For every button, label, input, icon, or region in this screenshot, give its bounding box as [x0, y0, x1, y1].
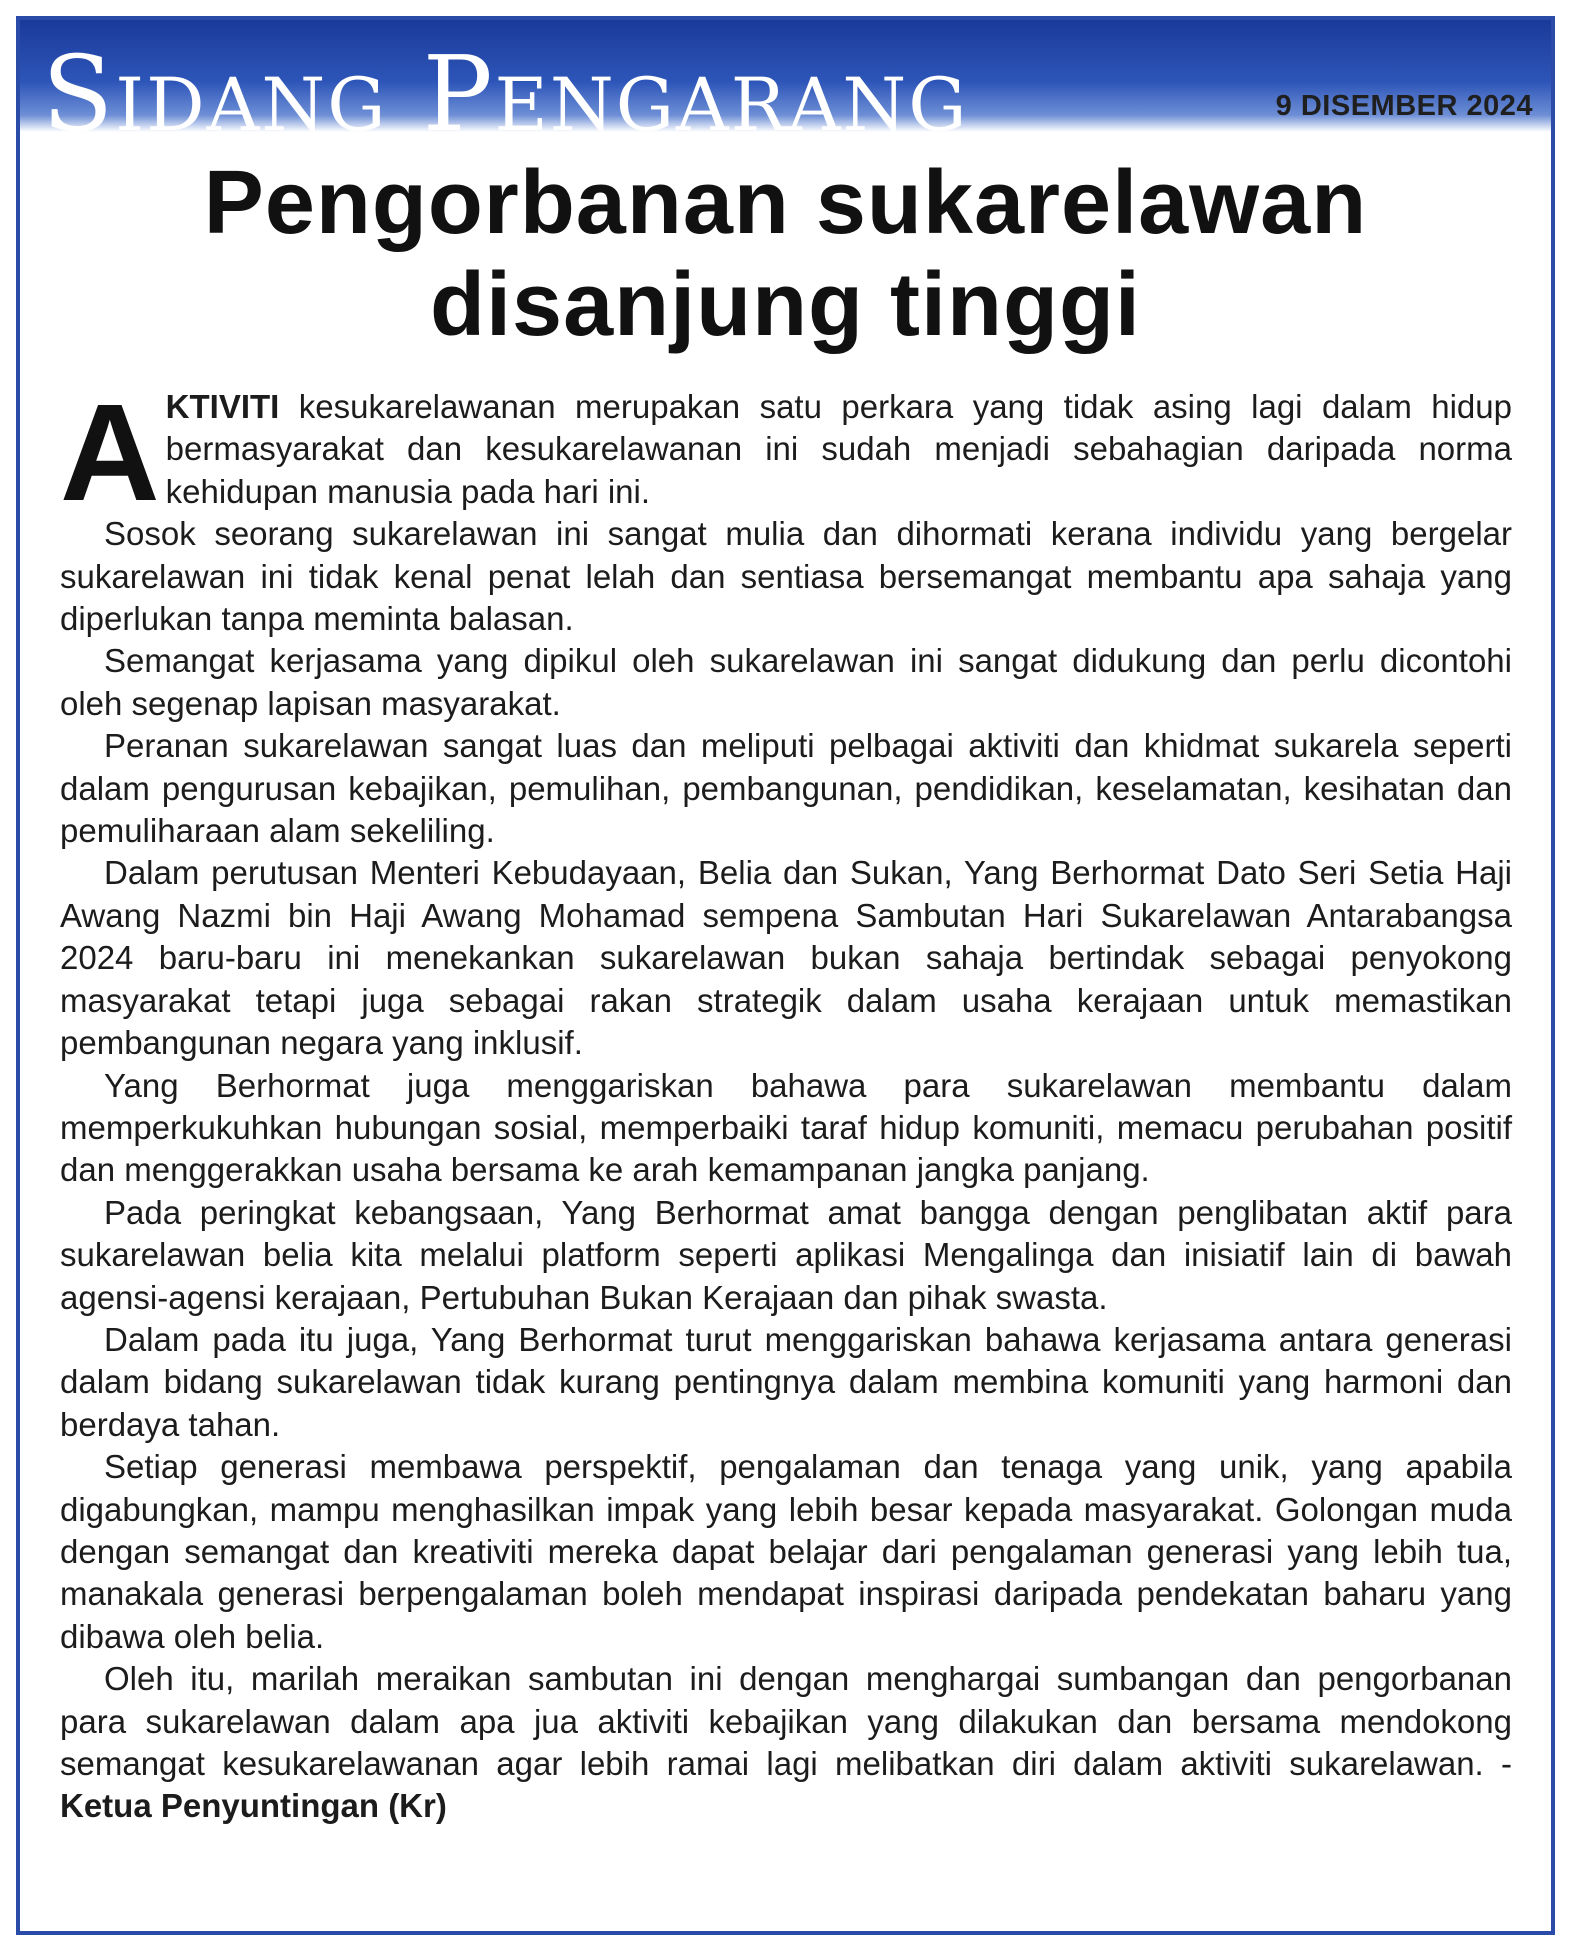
article-paragraph: Setiap generasi membawa perspektif, pengalaman dan tenaga yang unik, yang apabila digabungkan, mampu menghasilkan impak yang lebih besar kepada masyarakat. Golongan muda dengan semangat dan kreativiti mereka dapat belajar dari pengalaman generasi yang lebih tua, manakala generasi berpengalaman boleh mendapat inspirasi daripada pendekatan baharu yang dibawa oleh belia.: [60, 1448, 1512, 1655]
article-paragraph: [60, 376, 1512, 530]
article-paragraph: Sosok seorang sukarelawan ini sangat mulia dan dihormati kerana individu yang bergelar sukarelawan ini tidak kenal penat lelah dan sentiasa bersemangat membantu apa sahaja yang diperlukan tanpa meminta balasan.: [60, 515, 1512, 638]
byline: Ketua Penyuntingan (Kr): [60, 1787, 447, 1825]
page-frame: [16, 16, 1555, 1935]
article-paragraph: Yang Berhormat juga menggariskan bahawa para sukarelawan membantu dalam memperkukuhkan hubungan sosial, memperbaiki taraf hidup komuniti, memacu perubahan positif dan menggerakkan usaha bersama ke arah kemampanan jangka panjang.: [60, 1066, 1512, 1189]
masthead: [20, 20, 1551, 132]
article-paragraph: Pada peringkat kebangsaan, Yang Berhormat amat bangga dengan penglibatan aktif para sukarelawan belia kita melalui platform seperti aplikasi Mengalinga dan inisiatif lain di bawah agensi-agensi kerajaan, Pertubuhan Bukan Kerajaan dan pihak swasta.: [60, 1193, 1512, 1316]
paragraph-text: kesukarelawanan merupakan satu perkara yang tidak asing lagi dalam hidup bermasyarakat dan kesukarelawanan ini sudah menjadi sebahagian daripada norma kehidupan manusia pada hari ini.: [165, 388, 1512, 510]
article-body: [60, 376, 1512, 1828]
headline-line-2: disanjung tinggi: [430, 255, 1141, 355]
column-name: Sidang Pengarang: [42, 33, 969, 132]
drop-cap: A: [60, 376, 160, 530]
lead-word: KTIVITI: [165, 388, 280, 425]
headline-line-1: Pengorbanan sukarelawan: [203, 153, 1368, 253]
headline: [20, 152, 1551, 356]
publication-date: 9 DISEMBER 2024: [1275, 90, 1533, 122]
article-paragraph: Peranan sukarelawan sangat luas dan meliputi pelbagai aktiviti dan khidmat sukarela seperti dalam pengurusan kebajikan, pemulihan, pembangunan, pendidikan, keselamatan, kesihatan dan pemuliharaan alam sekeliling.: [60, 727, 1512, 850]
article-paragraph: Dalam pada itu juga, Yang Berhormat turut menggariskan bahawa kerjasama antara generasi dalam bidang sukarelawan tidak kurang pentingnya dalam membina komuniti yang harmoni dan berdaya tahan.: [60, 1320, 1512, 1443]
article-paragraph: Dalam perutusan Menteri Kebudayaan, Belia dan Sukan, Yang Berhormat Dato Seri Setia Haji Awang Nazmi bin Haji Awang Mohamad sempena Sambutan Hari Sukarelawan Antarabangsa 2024 baru-baru ini menekankan sukarelawan bukan sahaja bertindak sebagai penyokong masyarakat tetapi juga sebagai rakan strategik dalam usaha kerajaan untuk memastikan pembangunan negara yang inklusif.: [60, 854, 1512, 1062]
article-paragraph: [60, 1658, 1512, 1828]
article-paragraph: Semangat kerjasama yang dipikul oleh sukarelawan ini sangat didukung dan perlu dicontohi oleh segenap lapisan masyarakat.: [60, 642, 1512, 722]
paragraph-text: Oleh itu, marilah meraikan sambutan ini dengan menghargai sumbangan dan pengorbanan para sukarelawan dalam apa jua aktiviti kebajikan yang dilakukan dan bersama mendokong semangat kesukarelawanan agar lebih ramai lagi melibatkan diri dalam aktiviti sukarelawan. -: [60, 1660, 1512, 1782]
